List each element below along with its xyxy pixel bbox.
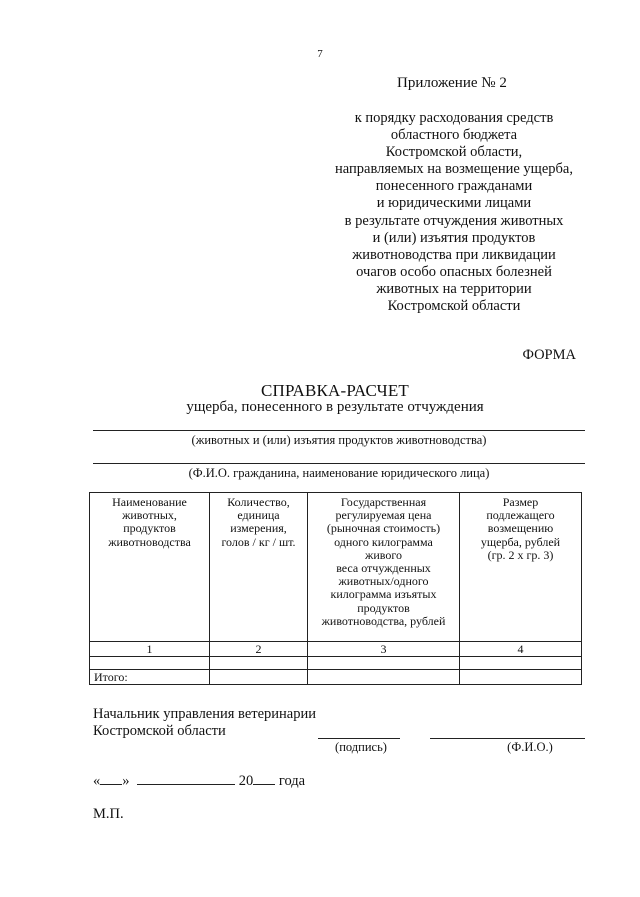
header-cell-name: Наименование животных, продуктов животноводства — [90, 493, 210, 642]
header-cell-quantity: Количество, единица измерения, голов / кг / шт. — [210, 493, 308, 642]
header-cell-amount: Размер подлежащего возмещению ущерба, рублей (гр. 2 х гр. 3) — [460, 493, 582, 642]
total-row — [90, 670, 582, 685]
form-label: ФОРМА — [522, 347, 576, 363]
name-caption-sig: (Ф.И.О.) — [507, 740, 553, 754]
year-prefix: 20 — [238, 773, 254, 789]
appendix-line: областного бюджета — [390, 127, 518, 144]
table-cell[interactable] — [460, 657, 582, 670]
total-label: Итого: — [90, 670, 210, 685]
appendix-line: и юридическими лицами — [376, 195, 532, 212]
position-title: Начальник управления ветеринарии — [93, 706, 317, 722]
signature-caption: (подпись) — [335, 740, 387, 754]
name-fill-line — [93, 463, 585, 464]
document-title: СПРАВКА-РАСЧЕТ — [260, 381, 410, 400]
table-row — [90, 657, 582, 670]
column-number: 3 — [308, 642, 460, 657]
header-cell-price: Государственная регулируемая цена (рыночная стоимость) одного килограмма живого веса отчужденных животных/одного килограмма изъятых продуктов животноводства, рублей — [308, 493, 460, 642]
total-cell[interactable] — [460, 670, 582, 685]
column-number-row — [90, 642, 582, 657]
appendix-line: и (или) изъятия продуктов — [372, 229, 536, 246]
table-cell[interactable] — [90, 657, 210, 670]
stamp-label: М.П. — [93, 806, 124, 822]
column-number: 2 — [210, 642, 308, 657]
table-cell[interactable] — [210, 657, 308, 670]
name-caption: (Ф.И.О. гражданина, наименование юридического лица) — [188, 466, 490, 480]
date-open-quote: « — [93, 773, 101, 789]
table-header-row — [90, 493, 582, 642]
appendix-line: животных на территории — [376, 280, 532, 297]
document-subtitle: ущерба, понесенного в результате отчуждения — [186, 399, 484, 415]
appendix-title: Приложение № 2 — [397, 75, 507, 91]
table-cell[interactable] — [308, 657, 460, 670]
year-suffix: года — [278, 773, 306, 789]
signature-line[interactable] — [318, 738, 400, 739]
total-cell[interactable] — [210, 670, 308, 685]
appendix-line: Костромской области — [387, 298, 521, 315]
name-line[interactable] — [430, 738, 585, 739]
position-region: Костромской области — [93, 723, 226, 739]
year-blank[interactable] — [253, 771, 275, 785]
appendix-line: Костромской области, — [385, 144, 523, 161]
appendix-line: очагов особо опасных болезней — [356, 263, 552, 280]
appendix-text — [320, 110, 588, 315]
date-row — [93, 771, 305, 790]
appendix-line: понесенного гражданами — [375, 178, 533, 195]
column-number: 1 — [90, 642, 210, 657]
month-blank[interactable] — [137, 771, 235, 785]
appendix-line: направляемых на возмещение ущерба, — [335, 161, 573, 178]
animals-caption: (животных и (или) изъятия продуктов животноводства) — [191, 433, 487, 447]
column-number: 4 — [460, 642, 582, 657]
calculation-table — [89, 492, 582, 685]
date-close-quote: » — [122, 773, 130, 789]
appendix-line: в результате отчуждения животных — [344, 212, 564, 229]
appendix-line: к порядку расходования средств — [354, 110, 554, 126]
appendix-line: животноводства при ликвидации — [352, 246, 556, 263]
animals-fill-line — [93, 430, 585, 431]
page-number: 7 — [317, 48, 323, 60]
day-blank[interactable] — [100, 771, 122, 785]
total-cell[interactable] — [308, 670, 460, 685]
